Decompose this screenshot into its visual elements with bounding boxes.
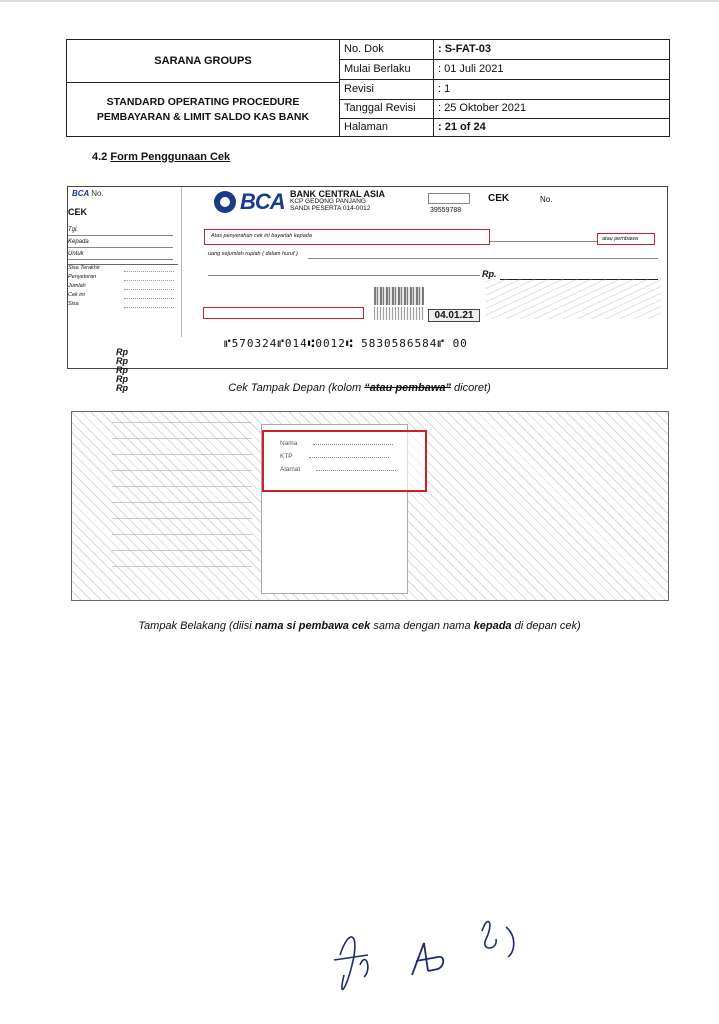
- header-row-revision-date: [340, 99, 669, 119]
- stub-brand: [72, 189, 104, 198]
- caption-front: [0, 382, 719, 394]
- organization-name: SARANA GROUPS: [67, 40, 339, 83]
- column-divider: [433, 60, 434, 79]
- account-stamp: [428, 193, 470, 204]
- cheque-stub: [68, 187, 181, 393]
- document-header-table: [66, 39, 670, 137]
- bca-logo-icon: [214, 191, 236, 213]
- header-row-doc-no: [340, 40, 669, 60]
- header-key: Mulai Berlaku: [344, 63, 411, 75]
- perforation-line: [181, 187, 182, 337]
- header-value: : S-FAT-03: [438, 43, 491, 55]
- stub-cek-label: CEK: [68, 207, 88, 217]
- stub-tgl-line: Tgl.: [68, 227, 173, 236]
- cheque-back-image: [71, 411, 669, 601]
- caption-back-b1: nama si pembawa cek: [254, 620, 371, 632]
- caption-back-p2: sama dengan nama: [370, 620, 474, 632]
- stub-row: [68, 301, 178, 393]
- security-pattern: [486, 279, 661, 319]
- cheque-number-label: No.: [540, 195, 553, 204]
- caption-front-strike: “atau pembawa”: [364, 382, 451, 394]
- caption-back-b2: kepada: [473, 620, 512, 632]
- stub-row-label: Sisa: [68, 301, 79, 307]
- atau-pembawa-highlight: atau pembawa: [597, 233, 655, 245]
- stub-row-rp: Rp: [116, 347, 128, 357]
- bearer-note-highlight: [203, 307, 364, 319]
- caption-front-after: dicoret): [451, 382, 491, 394]
- barcode-image-2: [374, 307, 424, 320]
- sop-title: [67, 83, 339, 136]
- section-title-text: Form Penggunaan Cek: [110, 151, 231, 163]
- caption-front-before: Cek Tampak Depan (kolom: [228, 382, 365, 394]
- back-field-label: Alamat: [280, 466, 301, 473]
- header-key: No. Dok: [344, 43, 384, 55]
- caption-back: [0, 620, 719, 632]
- column-divider: [433, 99, 434, 118]
- pay-to-highlight: Atas penyerahan cek ini bayarlah kepada: [204, 229, 490, 245]
- back-field-name: [280, 440, 393, 447]
- bank-sandi: SANDI PESERTA 014-0012: [290, 205, 371, 212]
- back-endorsement-grid: [112, 422, 252, 582]
- dotted-line: [309, 457, 389, 458]
- cheque-label: CEK: [488, 193, 510, 204]
- bank-info: [290, 191, 385, 212]
- header-value: : 25 Oktober 2021: [438, 102, 527, 114]
- caption-back-p1: Tampak Belakang (diisi: [138, 620, 255, 632]
- header-value: : 01 Juli 2021: [438, 63, 504, 75]
- header-key: Tanggal Revisi: [344, 102, 416, 114]
- barcode-image: [374, 287, 424, 305]
- header-key: Revisi: [344, 83, 374, 95]
- payee-line: [490, 241, 597, 242]
- stub-row-rp: Rp: [116, 374, 128, 384]
- caption-back-p3: di depan cek): [511, 620, 581, 632]
- cheque-date: 04.01.21: [428, 309, 480, 322]
- stub-kepada-line: Kepada: [68, 239, 173, 248]
- dotted-line: [313, 444, 393, 445]
- stub-row-label: Penyetoran: [68, 274, 97, 280]
- back-field-address: [280, 466, 396, 473]
- stub-untuk-line: Untuk: [68, 251, 173, 260]
- section-number: 4.2: [92, 151, 108, 163]
- top-rule: [0, 0, 719, 2]
- initial-1: [334, 937, 368, 990]
- dotted-line: [316, 470, 396, 471]
- back-field-label: Nama: [280, 440, 298, 447]
- stub-row-label: Jumlah: [68, 283, 86, 289]
- stub-row-label: Cek ini: [68, 292, 85, 298]
- section-title: [92, 151, 230, 163]
- amount-words-label: uang sejumlah rupiah ( dalam huruf ): [208, 251, 298, 257]
- bca-logo: [214, 189, 285, 215]
- column-divider: [433, 40, 434, 59]
- back-field-ktp: [280, 453, 389, 460]
- bca-logo-wordmark: BCA: [240, 189, 285, 214]
- rp-label: Rp.: [482, 269, 497, 279]
- stub-row-label: Sisa Terakhir: [68, 265, 100, 271]
- header-value: : 21 of 24: [438, 121, 486, 133]
- stub-no: No.: [91, 189, 104, 198]
- stub-row-rp: Rp: [116, 365, 128, 375]
- initial-3: [482, 921, 514, 957]
- handwritten-initials: [320, 905, 540, 1005]
- bank-branch: KCP GEDONG PANJANG: [290, 198, 366, 205]
- back-field-label: KTP: [280, 453, 293, 460]
- header-key: Halaman: [344, 121, 389, 133]
- stub-row-rp: Rp: [116, 356, 128, 366]
- sop-title-line2: PEMBAYARAN & LIMIT SALDO KAS BANK: [96, 110, 310, 123]
- header-left-column: [67, 40, 340, 136]
- amount-words-line-2: [208, 275, 480, 276]
- header-row-effective: [340, 60, 669, 80]
- amount-words-line: [308, 258, 658, 259]
- sop-title-line1: STANDARD OPERATING PROCEDURE: [106, 95, 300, 108]
- header-row-page: [340, 118, 669, 137]
- column-divider: [433, 80, 434, 99]
- stub-balance-table: [68, 264, 178, 393]
- account-number: 39559788: [430, 207, 462, 214]
- micr-line: ⑈570324⑈014⑆0012⑆ 5830586584⑈ 00: [224, 337, 468, 350]
- bank-name: BANK CENTRAL ASIA: [290, 189, 386, 199]
- header-row-revision: [340, 80, 669, 100]
- initial-2: [412, 943, 443, 975]
- stub-row-rp: Rp: [116, 383, 128, 393]
- header-value: : 1: [438, 83, 451, 95]
- column-divider: [433, 118, 434, 137]
- stub-brand-text: BCA: [72, 189, 90, 198]
